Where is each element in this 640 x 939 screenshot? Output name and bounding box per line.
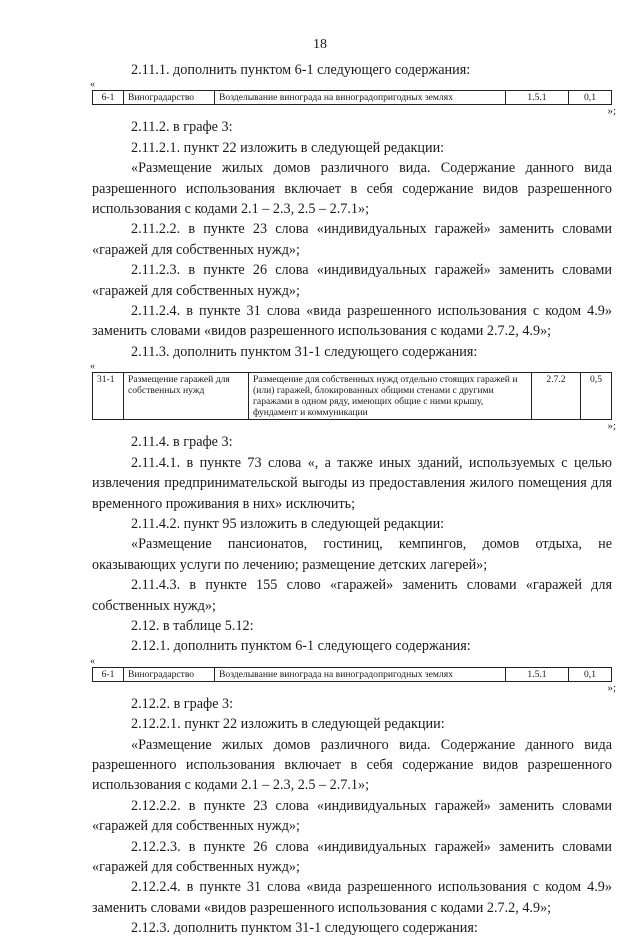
paragraph-2-11-2: 2.11.2. в графе 3:	[131, 119, 233, 136]
cell-description: Размещение для собственных нужд отдельно стоящих гаражей и (или) гаражей, блокированных общими стенами с другими гаражами в одном ряду, имеющих общие с ними крышу, фундамент и коммуникации	[249, 373, 532, 420]
cell-name: Виноградарство	[124, 667, 215, 681]
cell-number: 31-1	[93, 373, 124, 420]
paragraph-2-12-2-2: 2.12.2.2. в пункте 23 слова «индивидуальных гаражей» заменить словами «гаражей для собственных нужд»;	[92, 797, 612, 835]
document-body	[90, 60, 616, 939]
paragraph-quote-22-second: «Размещение жилых домов различного вида. Содержание данного вида разрешенного использования включает в себя содержание видов разрешенного использования с кодами 2.1 – 2.3, 2.5 – 2.7.1»;	[92, 736, 612, 794]
table-open-quote: «	[90, 361, 95, 373]
cell-value: 0,1	[569, 667, 612, 681]
paragraph-2-11-4-3: 2.11.4.3. в пункте 155 слово «гаражей» заменить словами «гаражей для собственных нужд»;	[92, 577, 612, 614]
cell-description: Возделывание винограда на виноградопригодных землях	[215, 91, 506, 105]
paragraph-2-12-2-4: 2.12.2.4. в пункте 31 слова «вида разрешенного использования с кодом 4.9» заменить словами «видов разрешенного использования с кодами 2.7.2, 4.9»;	[92, 879, 612, 916]
paragraph-2-11-1: 2.11.1. дополнить пунктом 6-1 следующего содержания:	[131, 62, 471, 78]
cell-number: 6-1	[93, 667, 124, 681]
table-item-6-1-second	[92, 667, 612, 682]
cell-code: 1.5.1	[506, 667, 569, 681]
paragraph-quote-95: «Размещение пансионатов, гостиниц, кемпингов, домов отдыха, не оказывающих услуги по лечению; размещение детских лагерей»;	[92, 536, 612, 573]
table-close-quote: »;	[607, 420, 616, 433]
cell-description: Возделывание винограда на виноградопригодных землях	[215, 667, 506, 681]
table-row	[93, 91, 612, 105]
cell-name: Размещение гаражей для собственных нужд	[124, 373, 249, 420]
cell-value: 0,1	[569, 91, 612, 105]
paragraph-2-11-4-1: 2.11.4.1. в пункте 73 слова «, а также иных зданий, используемых с целью извлечения предпринимательской выгоды из предоставления жилого помещения для временного проживания в них» исключить;	[92, 454, 612, 512]
paragraph-2-11-4-2: 2.11.4.2. пункт 95 изложить в следующей редакции:	[131, 515, 445, 532]
paragraph-2-11-2-1: 2.11.2.1. пункт 22 изложить в следующей редакции:	[131, 139, 445, 156]
table-open-quote: «	[90, 655, 95, 667]
paragraph-2-12-1: 2.12.1. дополнить пунктом 6-1 следующего содержания:	[131, 638, 471, 655]
paragraph-2-12-2-1: 2.12.2.1. пункт 22 изложить в следующей редакции:	[131, 716, 445, 733]
table-close-quote: »;	[607, 681, 616, 694]
paragraph-2-11-2-2: 2.11.2.2. в пункте 23 слова «индивидуальных гаражей» заменить словами «гаражей для собственных нужд»;	[92, 221, 612, 258]
paragraph-2-11-2-4: 2.11.2.4. в пункте 31 слова «вида разрешенного использования с кодом 4.9» заменить словами «видов разрешенного использования с кодами 2.7.2, 4.9»;	[92, 303, 612, 340]
table-close-quote: »;	[607, 105, 616, 118]
paragraph-quote-22: «Размещение жилых домов различного вида. Содержание данного вида разрешенного использования включает в себя содержание видов разрешенного использования с кодами 2.1 – 2.3, 2.5 – 2.7.1»;	[92, 160, 612, 218]
paragraph-2-12-2-3: 2.12.2.3. в пункте 26 слова «индивидуальных гаражей» заменить словами «гаражей для собственных нужд»;	[92, 838, 612, 875]
table-row	[93, 373, 612, 420]
cell-name: Виноградарство	[124, 91, 215, 105]
paragraph-2-12-2: 2.12.2. в графе 3:	[131, 695, 234, 712]
cell-value: 0,5	[581, 373, 612, 420]
table-item-31-1	[92, 372, 612, 420]
cell-number: 6-1	[93, 91, 124, 105]
table-item-6-1	[92, 90, 612, 105]
paragraph-2-11-2-3: 2.11.2.3. в пункте 26 слова «индивидуальных гаражей» заменить словами «гаражей для собственных нужд»;	[92, 262, 612, 299]
table-row	[93, 667, 612, 681]
cell-code: 1.5.1	[506, 91, 569, 105]
paragraph-2-11-4: 2.11.4. в графе 3:	[131, 434, 233, 451]
paragraph-2-12-3: 2.12.3. дополнить пунктом 31-1 следующего содержания:	[131, 920, 478, 937]
cell-code: 2.7.2	[532, 373, 581, 420]
paragraph-2-11-3: 2.11.3. дополнить пунктом 31-1 следующего содержания:	[131, 343, 478, 360]
paragraph-2-12: 2.12. в таблице 5.12:	[131, 617, 254, 634]
page-number: 18	[313, 37, 327, 52]
table-open-quote: «	[90, 79, 95, 91]
